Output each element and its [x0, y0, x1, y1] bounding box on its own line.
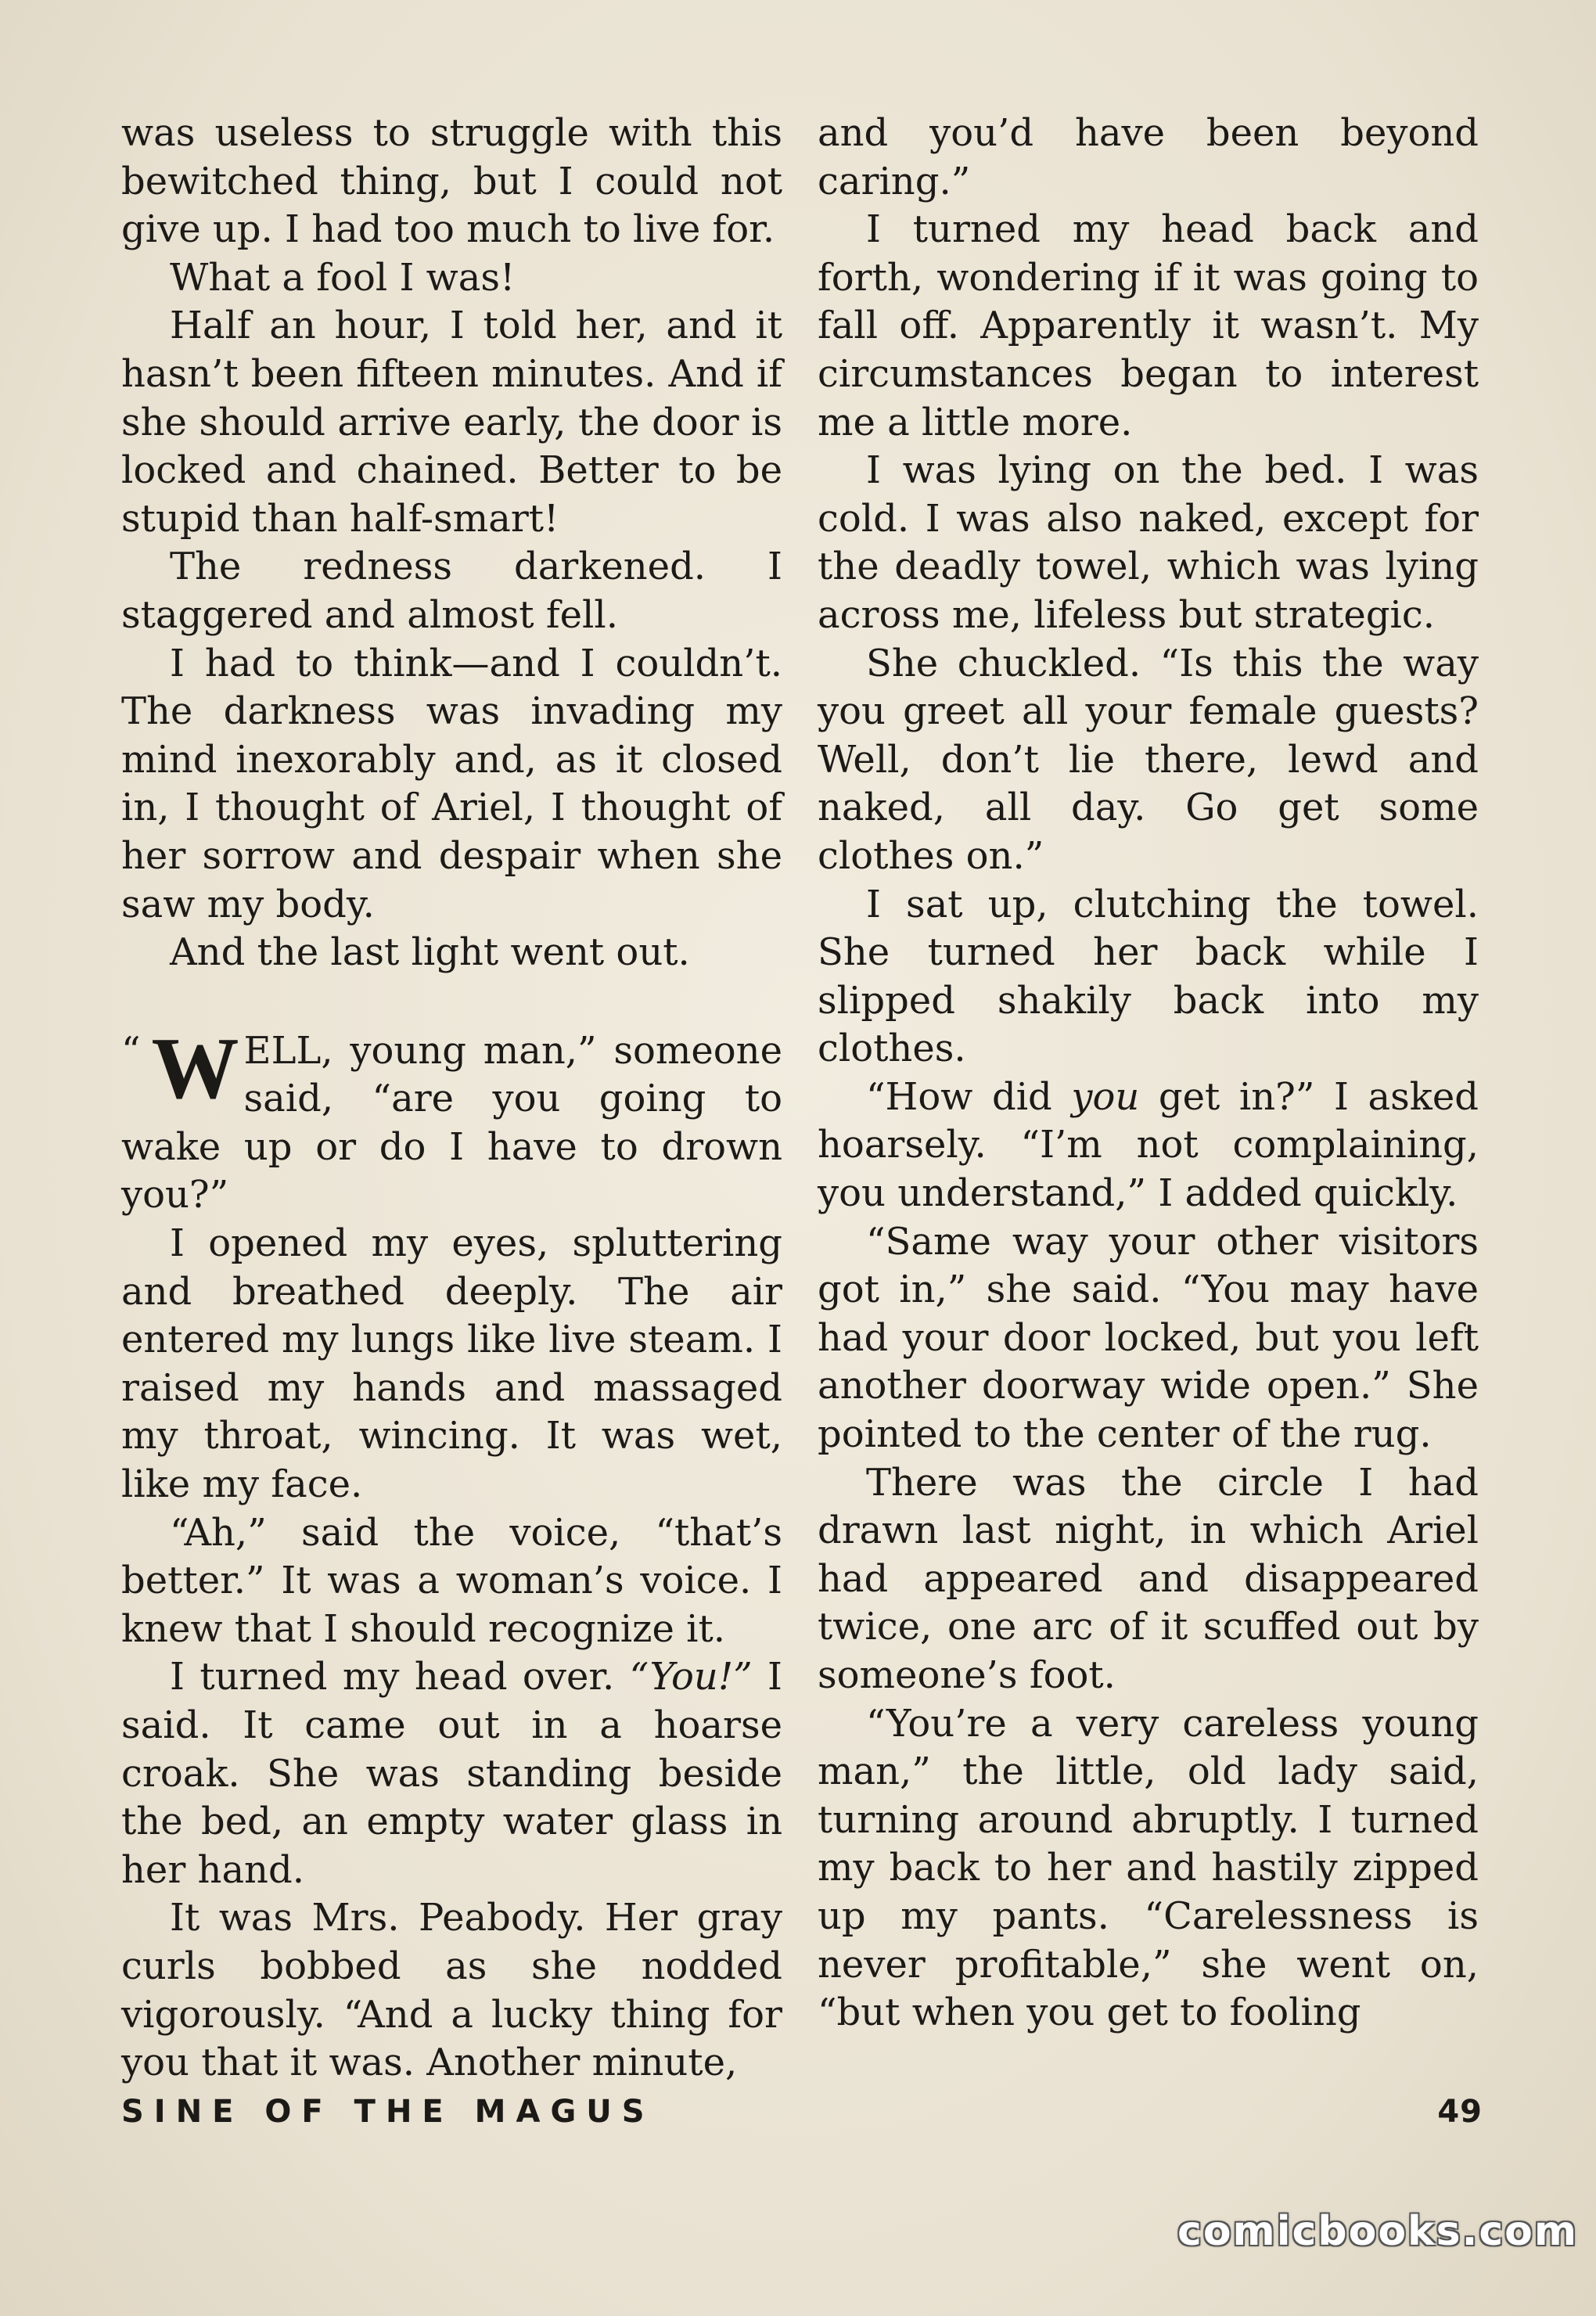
paragraph-text: get in?” I asked hoarsely. “I’m not complaining, you understand,” I added quickly.: [818, 1074, 1479, 1216]
paragraph: I sat up, clutching the towel. She turned her back while I slipped shakily back into my clothes.: [818, 882, 1479, 1071]
watermark-logo: comicbooks.com: [1177, 2208, 1579, 2255]
paragraph-text: I turned my head over.: [170, 1655, 630, 1699]
paragraph: I turned my head back and forth, wondering if it was going to fall off. Apparently it wasn’t. My circumstances began to interest me a little more.: [818, 207, 1479, 444]
paragraph: and you’d have been beyond caring.”: [818, 111, 1479, 203]
paragraph: And the last light went out.: [170, 930, 690, 975]
paragraph: “Same way your other visitors got in,” she said. “You may have had your door locked, but you left another doorway wide open.” She pointed to the center of the rug.: [818, 1219, 1479, 1457]
paragraph: [818, 1073, 1479, 1218]
paragraph: It was Mrs. Peabody. Her gray curls bobbed as she nodded vigorously. “And a lucky thing for you that it was. Another minute,: [121, 1896, 782, 2085]
right-column: [818, 110, 1479, 2037]
paragraph: “Ah,” said the voice, “that’s better.” It was a woman’s voice. I knew that I should recognize it.: [121, 1510, 782, 1651]
paragraph-text: I said. It came out in a hoarse croak. She was standing beside the bed, an empty water glass in her hand.: [121, 1655, 782, 1892]
paragraph: I opened my eyes, spluttering and breathed deeply. The air entered my lungs like live steam. I raised my hands and massaged my throat, wincing. It was wet, like my face.: [121, 1221, 782, 1507]
paragraph: She chuckled. “Is this the way you greet all your female guests? Well, don’t lie there, lewd and naked, all day. Go get some clothes on.”: [818, 641, 1479, 878]
drop-cap: W: [151, 1020, 239, 1117]
paragraph: “You’re a very careless young man,” the little, old lady said, turning around abruptly. I turned my back to her and hastily zipped up my pants. “Carelessness is never profitable,” she went on, “but when you get to fooling: [818, 1701, 1479, 2035]
paragraph: I was lying on the bed. I was cold. I was also naked, except for the deadly towel, which was lying across me, lifeless but strategic.: [818, 448, 1479, 637]
paragraph: [121, 1653, 782, 1894]
paragraph: What a fool I was!: [170, 255, 516, 300]
page-footer: [121, 2094, 1483, 2130]
paragraph: There was the circle I had drawn last night, in which Ariel had appeared and disappeared twice, one arc of it scuffed out by someone’s foot.: [818, 1460, 1479, 1697]
paragraph-text: “How did: [866, 1074, 1072, 1119]
section-opening-paragraph: [121, 1020, 782, 1220]
opening-quote: “: [121, 1028, 141, 1073]
paragraph-text: ELL, young man,” someone said, “are you going to wake up or do I have to drown you?”: [121, 1028, 782, 1217]
running-title: SINE OF THE MAGUS: [121, 2094, 655, 2130]
left-column: [121, 110, 782, 2088]
paragraph: The redness darkened. I staggered and almost fell.: [121, 545, 782, 637]
paragraph: Half an hour, I told her, and it hasn’t been fifteen minutes. And if she should arrive early, the door is locked and chained. Better to be stupid than half-smart!: [121, 304, 782, 541]
page-number: 49: [1437, 2094, 1483, 2130]
paragraph: was useless to struggle with this bewitched thing, but I could not give up. I had too much to live for.: [121, 111, 782, 252]
paragraph: I had to think—and I couldn’t. The darkness was invading my mind inexorably and, as it closed in, I thought of Ariel, I thought of her sorrow and despair when she saw my body.: [121, 641, 782, 926]
italic-text: “You!”: [629, 1655, 753, 1699]
italic-text: you: [1071, 1074, 1140, 1119]
